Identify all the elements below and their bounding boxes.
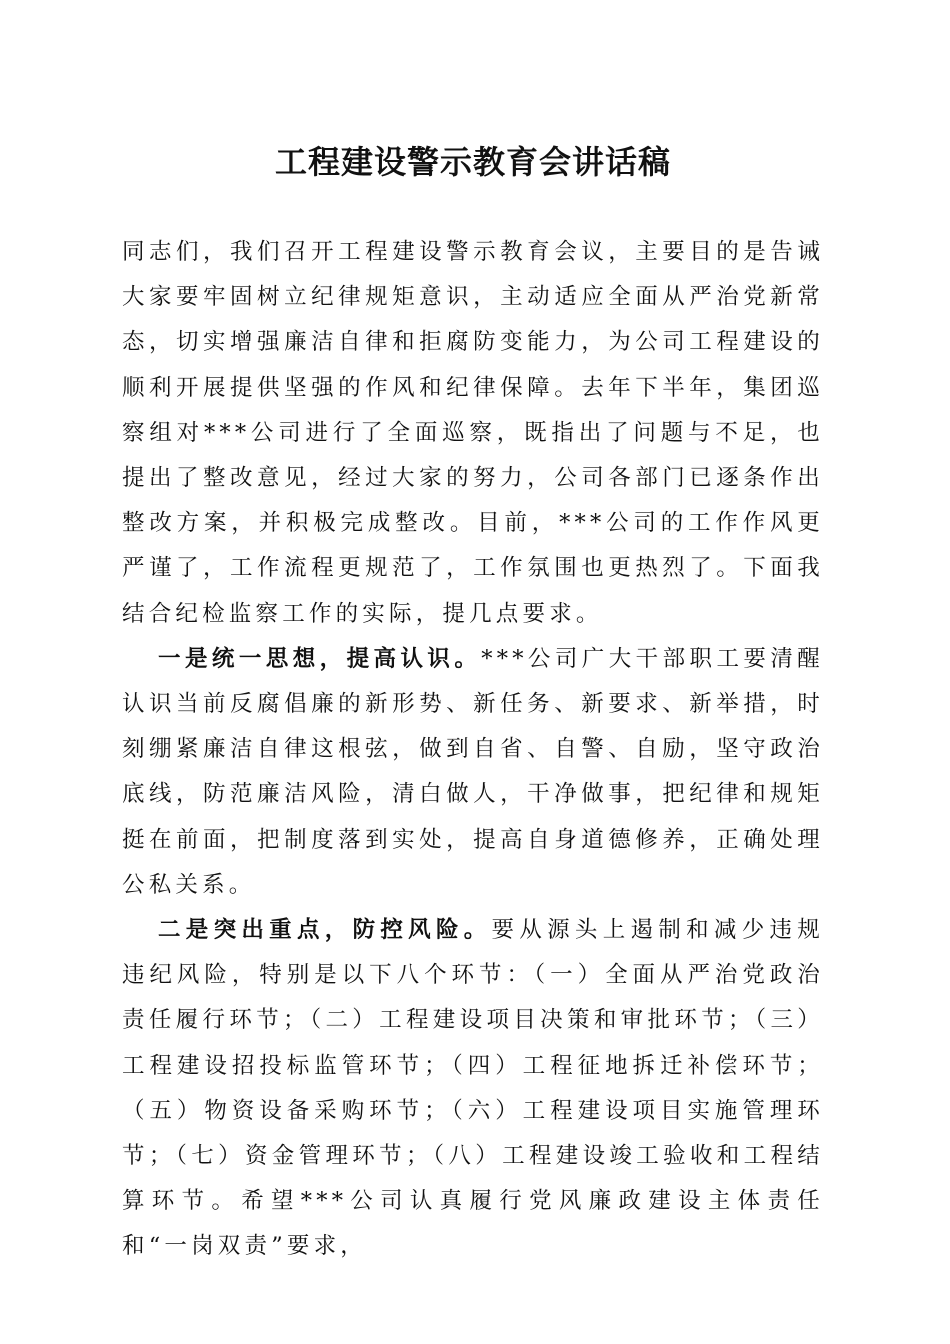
- paragraph-intro: [122, 230, 824, 637]
- document-title: 工程建设警示教育会讲话稿: [274, 143, 671, 181]
- paragraph-point-two: [122, 908, 824, 1270]
- paragraph-point-two-text: 要从源头上遏制和减少违规违纪风险，特别是以下八个环节：（一）全面从严治党政治责任履行环节；（二）工程建设项目决策和审批环节；（三）工程建设招投标监管环节；（四）工程征地拆迁补偿环节；（五）物资设备采购环节；（六）工程建设项目实施管理环节；（七）资金管理环节；（八）工程建设竣工验收和工程结算环节。希望***公司认真履行党风廉政建设主体责任和“一岗双责”要求，: [122, 917, 824, 1260]
- paragraph-point-two-lead: 二是突出重点，防控风险。: [158, 917, 492, 944]
- paragraph-point-one-lead: 一是统一思想，提高认识。: [158, 645, 482, 672]
- paragraph-point-one-text: ***公司广大干部职工要清醒认识当前反腐倡廉的新形势、新任务、新要求、新举措，时刻绷紧廉洁自律这根弦，做到自省、自警、自励，坚守政治底线，防范廉洁风险，清白做人，干净做事，把纪律和规矩挺在前面，把制度落到实处，提高自身道德修养，正确处理公私关系。: [122, 645, 824, 898]
- paragraph-point-one: [122, 637, 824, 908]
- paragraph-intro-text: 同志们，我们召开工程建设警示教育会议，主要目的是告诫大家要牢固树立纪律规矩意识，主动适应全面从严治党新常态，切实增强廉洁自律和拒腐防变能力，为公司工程建设的顺利开展提供坚强的作风和纪律保障。去年下半年，集团巡察组对***公司进行了全面巡察，既指出了问题与不足，也提出了整改意见，经过大家的努力，公司各部门已逐条作出整改方案，并积极完成整改。目前，***公司的工作作风更严谨了，工作流程更规范了，工作氛围也更热烈了。下面我结合纪检监察工作的实际，提几点要求。: [122, 239, 824, 627]
- document-body: [122, 230, 824, 1270]
